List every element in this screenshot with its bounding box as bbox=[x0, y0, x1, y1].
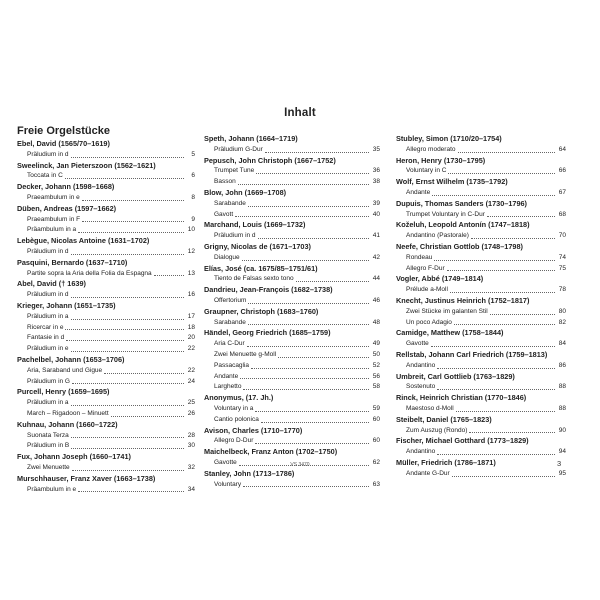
dot-leader bbox=[447, 270, 555, 271]
dot-leader bbox=[450, 292, 555, 293]
piece-page-number: 78 bbox=[558, 286, 566, 294]
piece-title: Präludium in d bbox=[27, 291, 69, 299]
toc-entry bbox=[17, 377, 195, 388]
dot-leader bbox=[448, 173, 555, 174]
piece-page-number: 5 bbox=[191, 150, 195, 158]
toc-entry bbox=[396, 447, 566, 458]
toc-column-1 bbox=[17, 124, 195, 495]
dot-leader bbox=[437, 389, 555, 390]
dot-leader bbox=[452, 476, 555, 477]
piece-page-number: 56 bbox=[372, 372, 380, 380]
piece-page-number: 94 bbox=[558, 448, 566, 456]
toc-entry bbox=[396, 285, 566, 296]
piece-title: Voluntary in C bbox=[406, 167, 447, 175]
dot-leader bbox=[78, 491, 184, 492]
piece-title: Voluntary bbox=[214, 480, 242, 488]
toc-entry bbox=[396, 307, 566, 318]
piece-title: Tiento de Falsas sexto tono bbox=[214, 275, 294, 283]
toc-entry bbox=[204, 480, 380, 491]
toc-entry bbox=[17, 366, 195, 377]
toc-entry bbox=[396, 145, 566, 156]
toc-entry bbox=[17, 150, 195, 161]
dot-leader bbox=[65, 178, 184, 179]
piece-page-number: 41 bbox=[372, 232, 380, 240]
dot-leader bbox=[71, 351, 184, 352]
toc-entry bbox=[396, 253, 566, 264]
toc-entry bbox=[17, 247, 195, 258]
piece-page-number: 48 bbox=[372, 318, 380, 326]
dot-leader bbox=[255, 411, 369, 412]
piece-page-number: 40 bbox=[372, 210, 380, 218]
piece-title: Zum Auszug (Rondo) bbox=[406, 426, 468, 434]
composer-heading: Rinck, Heinrich Christian (1770–1846) bbox=[396, 393, 527, 403]
composer-heading: Marchand, Louis (1669–1732) bbox=[204, 220, 306, 230]
composer-heading: Kuhnau, Johann (1660–1722) bbox=[17, 419, 118, 429]
toc-entry bbox=[17, 431, 195, 442]
toc-entry bbox=[17, 290, 195, 301]
piece-page-number: 67 bbox=[558, 188, 566, 196]
piece-page-number: 63 bbox=[372, 480, 380, 488]
composer-heading: Pasquini, Bernardo (1637–1710) bbox=[17, 257, 128, 267]
dot-leader bbox=[487, 216, 555, 217]
composer-heading: Blow, John (1669–1708) bbox=[204, 187, 287, 197]
dot-leader bbox=[456, 411, 555, 412]
dot-leader bbox=[111, 416, 184, 417]
piece-page-number: 20 bbox=[187, 334, 195, 342]
composer-heading: Camidge, Matthew (1758–1844) bbox=[396, 328, 504, 338]
piece-page-number: 86 bbox=[558, 361, 566, 369]
dot-leader bbox=[458, 152, 556, 153]
dot-leader bbox=[71, 319, 184, 320]
dot-leader bbox=[82, 221, 184, 222]
dot-leader bbox=[261, 422, 369, 423]
dot-leader bbox=[248, 303, 369, 304]
dot-leader bbox=[432, 195, 555, 196]
piece-page-number: 60 bbox=[372, 415, 380, 423]
toc-entry bbox=[204, 177, 380, 188]
toc-entry bbox=[204, 372, 380, 383]
dot-leader bbox=[71, 405, 184, 406]
piece-title: Andante bbox=[406, 188, 431, 196]
piece-page-number: 38 bbox=[372, 178, 380, 186]
dot-leader bbox=[78, 232, 184, 233]
dot-leader bbox=[240, 378, 369, 379]
piece-page-number: 13 bbox=[187, 269, 195, 277]
composer-heading: Avison, Charles (1710–1770) bbox=[204, 425, 303, 435]
dot-leader bbox=[471, 238, 555, 239]
composer-heading: Speth, Johann (1664–1719) bbox=[204, 134, 298, 143]
composer-heading: Pachelbel, Johann (1653–1706) bbox=[17, 354, 125, 364]
toc-entry bbox=[17, 409, 195, 420]
toc-entry bbox=[396, 339, 566, 350]
piece-title: March – Rigadoon – Minuett bbox=[27, 409, 109, 417]
toc-entry bbox=[204, 318, 380, 329]
composer-heading: Graupner, Christoph (1683–1760) bbox=[204, 306, 319, 316]
toc-entries bbox=[204, 134, 380, 490]
piece-page-number: 59 bbox=[372, 404, 380, 412]
piece-page-number: 82 bbox=[558, 318, 566, 326]
piece-page-number: 8 bbox=[191, 193, 195, 201]
dot-leader bbox=[104, 373, 184, 374]
piece-title: Gavotte bbox=[214, 458, 237, 466]
dot-leader bbox=[255, 443, 369, 444]
toc-entry bbox=[204, 350, 380, 361]
piece-title: Allegro D-Dur bbox=[214, 437, 254, 445]
piece-page-number: 34 bbox=[187, 485, 195, 493]
piece-page-number: 50 bbox=[372, 350, 380, 358]
toc-entry bbox=[17, 323, 195, 334]
dot-leader bbox=[490, 314, 555, 315]
dot-leader bbox=[248, 206, 369, 207]
dot-leader bbox=[454, 324, 555, 325]
piece-title: Trumpet Tune bbox=[214, 167, 255, 175]
piece-page-number: 52 bbox=[372, 361, 380, 369]
dot-leader bbox=[247, 346, 369, 347]
composer-heading: Krieger, Johann (1651–1735) bbox=[17, 300, 116, 310]
piece-title: Präludium in a bbox=[27, 399, 69, 407]
toc-entry bbox=[17, 441, 195, 452]
piece-title: Un poco Adagio bbox=[406, 318, 452, 326]
composer-heading: Steibelt, Daniel (1765–1823) bbox=[396, 414, 492, 424]
dot-leader bbox=[71, 437, 184, 438]
piece-title: Trumpet Voluntary in C-Dur bbox=[406, 210, 485, 218]
toc-entry bbox=[396, 404, 566, 415]
piece-title: Präludium G-Dur bbox=[214, 145, 263, 153]
piece-title: Sarabande bbox=[214, 199, 246, 207]
toc-entry bbox=[396, 231, 566, 242]
toc-entry bbox=[396, 382, 566, 393]
toc-entry bbox=[204, 274, 380, 285]
piece-title: Suonata Terza bbox=[27, 431, 69, 439]
piece-page-number: 74 bbox=[558, 253, 566, 261]
dot-leader bbox=[243, 486, 369, 487]
piece-title: Andantino (Pastorale) bbox=[406, 232, 469, 240]
dot-leader bbox=[248, 324, 369, 325]
dot-leader bbox=[238, 184, 369, 185]
composer-heading: Sweelinck, Jan Pieterszoon (1562–1621) bbox=[17, 160, 156, 170]
piece-title: Basson bbox=[214, 178, 236, 186]
piece-page-number: 46 bbox=[372, 296, 380, 304]
dot-leader bbox=[71, 157, 184, 158]
piece-title: Andantino bbox=[406, 448, 436, 456]
toc-column-2 bbox=[204, 124, 380, 490]
composer-heading: Ebel, David (1565/70–1619) bbox=[17, 139, 110, 148]
toc-entry bbox=[17, 485, 195, 496]
piece-title: Allegro F-Dur bbox=[406, 264, 445, 272]
piece-page-number: 68 bbox=[558, 210, 566, 218]
piece-page-number: 62 bbox=[372, 458, 380, 466]
piece-page-number: 39 bbox=[372, 199, 380, 207]
piece-page-number: 32 bbox=[187, 463, 195, 471]
piece-title: Präludium in B bbox=[27, 442, 70, 450]
piece-page-number: 6 bbox=[191, 172, 195, 180]
piece-page-number: 24 bbox=[187, 377, 195, 385]
piece-title: Aria C-Dur bbox=[214, 340, 245, 348]
piece-title: Zwei Menuette g-Moll bbox=[214, 350, 277, 358]
piece-page-number: 36 bbox=[372, 167, 380, 175]
piece-page-number: 17 bbox=[187, 312, 195, 320]
piece-title: Andantino bbox=[406, 361, 436, 369]
composer-heading: Dandrieu, Jean-François (1682–1738) bbox=[204, 285, 333, 295]
piece-title: Präludium in G bbox=[27, 377, 70, 385]
piece-page-number: 18 bbox=[187, 323, 195, 331]
composer-heading: Abel, David († 1639) bbox=[17, 279, 86, 289]
toc-entry bbox=[204, 415, 380, 426]
piece-page-number: 70 bbox=[558, 232, 566, 240]
dot-leader bbox=[82, 200, 184, 201]
catalog-code: VS 3470 bbox=[290, 462, 310, 468]
composer-heading: Vogler, Abbé (1749–1814) bbox=[396, 274, 484, 284]
piece-page-number: 12 bbox=[187, 247, 195, 255]
piece-title: Praeambulum in e bbox=[27, 193, 80, 201]
piece-title: Fantasie in d bbox=[27, 334, 65, 342]
piece-title: Andante bbox=[214, 372, 239, 380]
piece-page-number: 66 bbox=[558, 167, 566, 175]
toc-entry bbox=[204, 210, 380, 221]
piece-title: Zwei Menuette bbox=[27, 463, 70, 471]
piece-title: Praeambulum in F bbox=[27, 215, 81, 223]
toc-entry bbox=[17, 344, 195, 355]
piece-title: Präludium in d bbox=[214, 232, 256, 240]
piece-page-number: 16 bbox=[187, 291, 195, 299]
dot-leader bbox=[437, 368, 555, 369]
piece-page-number: 22 bbox=[187, 366, 195, 374]
piece-title: Allegro moderato bbox=[406, 145, 456, 153]
toc-entry bbox=[204, 382, 380, 393]
piece-title: Präambulum in e bbox=[27, 485, 77, 493]
dot-leader bbox=[256, 173, 369, 174]
composer-heading: Wolf, Ernst Wilhelm (1735–1792) bbox=[396, 177, 508, 187]
composer-heading: Purcell, Henry (1659–1695) bbox=[17, 387, 110, 397]
piece-page-number: 88 bbox=[558, 383, 566, 391]
dot-leader bbox=[278, 357, 369, 358]
piece-page-number: 95 bbox=[558, 469, 566, 477]
toc-entry bbox=[17, 171, 195, 182]
dot-leader bbox=[242, 260, 369, 261]
composer-heading: Fischer, Michael Gotthard (1773–1829) bbox=[396, 436, 529, 446]
page-number: 3 bbox=[557, 459, 562, 468]
toc-entry bbox=[396, 361, 566, 372]
toc-entries bbox=[396, 134, 566, 480]
piece-page-number: 30 bbox=[187, 442, 195, 450]
piece-title: Aria, Saraband und Gigue bbox=[27, 366, 103, 374]
toc-entry bbox=[17, 269, 195, 280]
toc-entry bbox=[204, 296, 380, 307]
piece-title: Larghetto bbox=[214, 383, 242, 391]
composer-heading: Elías, José (ca. 1675/85–1751/61) bbox=[204, 263, 318, 273]
toc-entry bbox=[396, 426, 566, 437]
piece-title: Präludium in e bbox=[27, 345, 69, 353]
piece-page-number: 35 bbox=[372, 145, 380, 153]
composer-heading: Rellstab, Johann Carl Friedrich (1759–1813) bbox=[396, 349, 548, 359]
piece-title: Präludium in d bbox=[27, 247, 69, 255]
piece-page-number: 84 bbox=[558, 340, 566, 348]
piece-page-number: 9 bbox=[191, 215, 195, 223]
toc-entry bbox=[396, 166, 566, 177]
piece-page-number: 60 bbox=[372, 437, 380, 445]
piece-page-number: 80 bbox=[558, 307, 566, 315]
dot-leader bbox=[71, 254, 184, 255]
composer-heading: Händel, Georg Friedrich (1685–1759) bbox=[204, 328, 331, 338]
dot-leader bbox=[243, 389, 369, 390]
toc-entry bbox=[17, 333, 195, 344]
composer-heading: Dupuis, Thomas Sanders (1730–1796) bbox=[396, 198, 527, 208]
toc-entry bbox=[204, 199, 380, 210]
toc-entry bbox=[204, 361, 380, 372]
dot-leader bbox=[265, 152, 369, 153]
piece-title: Sarabande bbox=[214, 318, 246, 326]
toc-entry bbox=[396, 210, 566, 221]
composer-heading: Heron, Henry (1730–1795) bbox=[396, 155, 486, 165]
composer-heading: Koželuh, Leopold Antonín (1747–1818) bbox=[396, 220, 530, 230]
dot-leader bbox=[251, 368, 369, 369]
toc-entry bbox=[17, 215, 195, 226]
piece-title: Präludium in d bbox=[27, 150, 69, 158]
composer-heading: Neefe, Christian Gottlob (1748–1798) bbox=[396, 241, 523, 251]
piece-title: Sostenuto bbox=[406, 383, 436, 391]
toc-entry bbox=[204, 339, 380, 350]
toc-entries bbox=[17, 139, 195, 495]
piece-title: Offertorium bbox=[214, 296, 247, 304]
toc-entry bbox=[204, 166, 380, 177]
dot-leader bbox=[296, 281, 369, 282]
composer-heading: Düben, Andreas (1597–1662) bbox=[17, 203, 117, 213]
toc-entry bbox=[204, 404, 380, 415]
dot-leader bbox=[71, 297, 184, 298]
toc-entry bbox=[396, 318, 566, 329]
piece-title: Ricercar in e bbox=[27, 323, 64, 331]
piece-page-number: 64 bbox=[558, 145, 566, 153]
page-title: Inhalt bbox=[284, 107, 316, 119]
toc-entry bbox=[17, 312, 195, 323]
toc-column-3 bbox=[396, 124, 566, 480]
dot-leader bbox=[437, 454, 555, 455]
piece-title: Partite sopra la Aria della Folia da Espagna bbox=[27, 269, 152, 277]
toc-entry bbox=[204, 145, 380, 156]
composer-heading: Müller, Friedrich (1786–1871) bbox=[396, 457, 496, 467]
piece-title: Toccata in C bbox=[27, 172, 63, 180]
piece-page-number: 75 bbox=[558, 264, 566, 272]
composer-heading: Murschhauser, Franz Xaver (1663–1738) bbox=[17, 473, 156, 483]
dot-leader bbox=[235, 216, 369, 217]
piece-page-number: 10 bbox=[187, 226, 195, 234]
piece-page-number: 26 bbox=[187, 409, 195, 417]
composer-heading: Grigny, Nicolas de (1671–1703) bbox=[204, 241, 311, 251]
composer-heading: Anonymus, (17. Jh.) bbox=[204, 393, 274, 403]
piece-page-number: 22 bbox=[187, 345, 195, 353]
toc-entry bbox=[17, 225, 195, 236]
piece-title: Passacaglia bbox=[214, 361, 250, 369]
dot-leader bbox=[66, 340, 184, 341]
dot-leader bbox=[154, 275, 184, 276]
piece-page-number: 90 bbox=[558, 426, 566, 434]
composer-heading: Maichelbeck, Franz Anton (1702–1750) bbox=[204, 447, 338, 457]
piece-page-number: 88 bbox=[558, 404, 566, 412]
piece-title: Gavott bbox=[214, 210, 234, 218]
piece-title: Voluntary in a bbox=[214, 404, 254, 412]
piece-title: Gavotte bbox=[406, 340, 429, 348]
composer-heading: Pepusch, John Christoph (1667–1752) bbox=[204, 155, 336, 165]
piece-title: Maestoso d-Moll bbox=[406, 404, 454, 412]
toc-entry bbox=[204, 253, 380, 264]
piece-title: Präambulum in a bbox=[27, 226, 77, 234]
dot-leader bbox=[72, 383, 184, 384]
dot-leader bbox=[431, 346, 555, 347]
piece-page-number: 49 bbox=[372, 340, 380, 348]
dot-leader bbox=[434, 260, 555, 261]
dot-leader bbox=[72, 470, 184, 471]
piece-title: Präludium in a bbox=[27, 312, 69, 320]
composer-heading: Umbreit, Carl Gottlieb (1763–1829) bbox=[396, 371, 515, 381]
toc-entry bbox=[17, 193, 195, 204]
toc-entry bbox=[396, 188, 566, 199]
piece-title: Dialogue bbox=[214, 253, 240, 261]
piece-title: Rondeau bbox=[406, 253, 433, 261]
composer-heading: Fux, Johann Joseph (1660–1741) bbox=[17, 452, 131, 462]
composer-heading: Lebègue, Nicolas Antoine (1631–1702) bbox=[17, 236, 150, 246]
piece-page-number: 58 bbox=[372, 383, 380, 391]
piece-title: Zwei Stücke im galanten Stil bbox=[406, 307, 488, 315]
composer-heading: Decker, Johann (1598–1668) bbox=[17, 182, 115, 192]
toc-entry bbox=[204, 231, 380, 242]
piece-title: Andante G-Dur bbox=[406, 469, 450, 477]
piece-page-number: 44 bbox=[372, 275, 380, 283]
toc-entry bbox=[396, 469, 566, 480]
dot-leader bbox=[258, 238, 369, 239]
toc-entry bbox=[17, 398, 195, 409]
dot-leader bbox=[71, 448, 184, 449]
toc-entry bbox=[204, 436, 380, 447]
piece-title: Cantio polonica bbox=[214, 415, 259, 423]
piece-title: Prélude a-Moll bbox=[406, 286, 448, 294]
dot-leader bbox=[65, 329, 184, 330]
composer-heading: Stubley, Simon (1710/20–1754) bbox=[396, 134, 502, 143]
composer-heading: Knecht, Justinus Heinrich (1752–1817) bbox=[396, 295, 530, 305]
dot-leader bbox=[469, 432, 555, 433]
piece-page-number: 25 bbox=[187, 399, 195, 407]
section-title: Freie Orgelstücke bbox=[17, 125, 110, 137]
toc-entry bbox=[396, 264, 566, 275]
piece-page-number: 28 bbox=[187, 431, 195, 439]
piece-page-number: 42 bbox=[372, 253, 380, 261]
composer-heading: Stanley, John (1713–1786) bbox=[204, 468, 295, 478]
